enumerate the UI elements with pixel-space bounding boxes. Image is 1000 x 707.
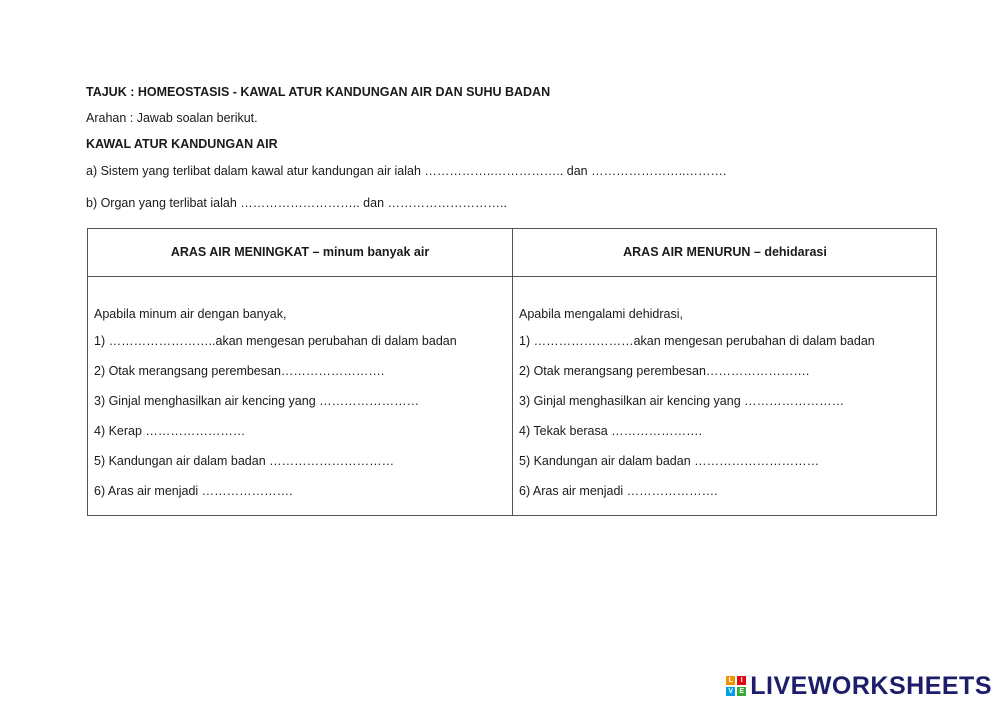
worksheet-title: TAJUK : HOMEOSTASIS - KAWAL ATUR KANDUNGAN AIR DAN SUHU BADAN (86, 85, 551, 99)
column-heading-left: ARAS AIR MENINGKAT – minum banyak air (170, 245, 430, 259)
list-item: 1) ……………………akan mengesan perubahan di dalam badan (519, 334, 875, 348)
column-left (94, 307, 457, 514)
table-divider-vertical (512, 229, 513, 515)
list-item: 4) Tekak berasa …………………. (519, 424, 703, 438)
column-intro: Apabila mengalami dehidrasi, (519, 307, 683, 321)
table-divider-horizontal (88, 276, 936, 277)
list-item: 3) Ginjal menghasilkan air kencing yang …………………… (519, 394, 845, 408)
list-item: 4) Kerap …………………… (94, 424, 246, 438)
column-intro: Apabila minum air dengan banyak, (94, 307, 287, 321)
logo-text: LIVEWORKSHEETS (750, 671, 992, 700)
list-item: 5) Kandungan air dalam badan ………………………… (94, 454, 395, 468)
liveworksheets-logo[interactable] (726, 673, 992, 699)
list-item: 1) ……………………..akan mengesan perubahan di dalam badan (94, 334, 457, 348)
list-item: 6) Aras air menjadi …………………. (94, 484, 293, 498)
column-right (519, 307, 875, 514)
column-heading-right: ARAS AIR MENURUN – dehidarasi (623, 245, 827, 259)
list-item: 6) Aras air menjadi …………………. (519, 484, 718, 498)
list-item: 3) Ginjal menghasilkan air kencing yang …………………… (94, 394, 420, 408)
comparison-table (87, 228, 937, 516)
list-item: 5) Kandungan air dalam badan ………………………… (519, 454, 820, 468)
logo-blocks-icon: L I V E (726, 676, 746, 696)
section-heading: KAWAL ATUR KANDUNGAN AIR (86, 137, 278, 151)
question-b: b) Organ yang terlibat ialah ……………………….. dan ……………………….. (86, 196, 507, 210)
list-item: 2) Otak merangsang perembesan……………………. (519, 364, 810, 378)
instruction-text: Arahan : Jawab soalan berikut. (86, 111, 258, 125)
list-item: 2) Otak merangsang perembesan……………………. (94, 364, 385, 378)
question-a: a) Sistem yang terlibat dalam kawal atur kandungan air ialah ……………..…………….. dan …………………..………. (86, 164, 727, 178)
